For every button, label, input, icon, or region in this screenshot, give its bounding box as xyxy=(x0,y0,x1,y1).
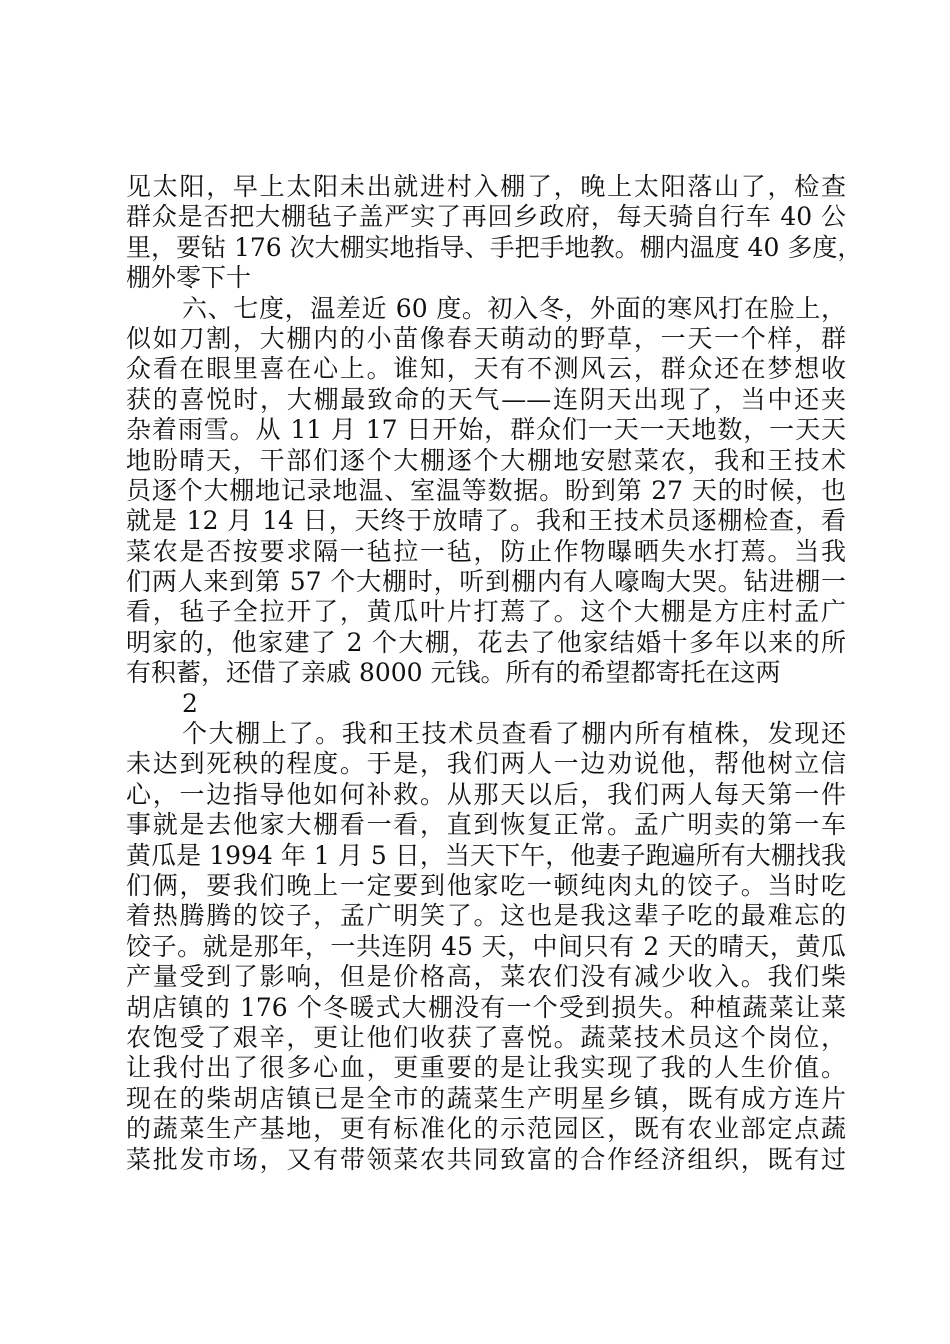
text-line: 菜批发市场，又有带领菜农共同致富的合作经济组织，既有过 xyxy=(126,1144,846,1174)
text-line: 菜农是否按要求隔一毡拉一毡，防止作物曝晒失水打蔫。当我 xyxy=(126,536,846,566)
text-line: 看，毡子全拉开了，黄瓜叶片打蔫了。这个大棚是方庄村孟广 xyxy=(126,597,846,627)
text-line: 产量受到了影响，但是价格高，菜农们没有减少收入。我们柴 xyxy=(126,962,846,992)
text-line: 心，一边指导他如何补救。从那天以后，我们两人每天第一件 xyxy=(126,779,846,809)
text-line: 们两人来到第 57 个大棚时，听到棚内有人嚎啕大哭。钻进棚一 xyxy=(126,567,846,597)
text-line: 员逐个大棚地记录地温、室温等数据。盼到第 27 天的时候，也 xyxy=(126,475,846,505)
body-text xyxy=(126,172,863,1175)
text-line: 见太阳，早上太阳未出就进村入棚了，晚上太阳落山了，检查 xyxy=(126,172,846,201)
text-line: 似如刀割，大棚内的小苗像春天萌动的野草，一天一个样，群 xyxy=(126,323,846,353)
text-line: 农饱受了艰辛，更让他们收获了喜悦。蔬菜技术员这个岗位， xyxy=(126,1022,846,1052)
text-line: 胡店镇的 176 个冬暖式大棚没有一个受到损失。种植蔬菜让菜 xyxy=(126,992,846,1022)
text-line: 杂着雨雪。从 11 月 17 日开始，群众们一天一天地数，一天天 xyxy=(126,415,846,445)
text-line: 明家的，他家建了 2 个大棚，花去了他家结婚十多年以来的所 xyxy=(126,627,846,657)
text-line: 的蔬菜生产基地，更有标准化的示范园区，既有农业部定点蔬 xyxy=(126,1114,846,1144)
text-line: 饺子。就是那年，一共连阴 45 天，中间只有 2 天的晴天，黄瓜 xyxy=(126,931,846,961)
text-line: 六、七度，温差近 60 度。初入冬，外面的寒风打在脸上， xyxy=(182,293,846,323)
text-line: 着热腾腾的饺子，孟广明笑了。这也是我这辈子吃的最难忘的 xyxy=(126,901,846,931)
text-line: 里，要钻 176 次大棚实地指导、手把手地教。棚内温度 40 多度， xyxy=(126,232,863,262)
text-line: 有积蓄，还借了亲戚 8000 元钱。所有的希望都寄托在这两 xyxy=(126,658,781,688)
text-line: 棚外零下十 xyxy=(126,263,252,293)
text-line: 众看在眼里喜在心上。谁知，天有不测风云，群众还在梦想收 xyxy=(126,354,846,384)
page-number: 2 xyxy=(182,688,198,718)
text-line: 个大棚上了。我和王技术员查看了棚内所有植株，发现还 xyxy=(182,719,846,749)
text-line: 黄瓜是 1994 年 1 月 5 日，当天下午，他妻子跑遍所有大棚找我 xyxy=(126,840,846,870)
text-line: 事就是去他家大棚看一看，直到恢复正常。孟广明卖的第一车 xyxy=(126,810,846,840)
text-line: 地盼晴天，干部们逐个大棚逐个大棚地安慰菜农，我和王技术 xyxy=(126,445,846,475)
text-line: 让我付出了很多心血，更重要的是让我实现了我的人生价值。 xyxy=(126,1053,846,1083)
text-line: 现在的柴胡店镇已是全市的蔬菜生产明星乡镇，既有成方连片 xyxy=(126,1083,846,1113)
text-line: 群众是否把大棚毡子盖严实了再回乡政府，每天骑自行车 40 公 xyxy=(126,202,846,232)
text-line: 获的喜悦时，大棚最致命的天气——连阴天出现了，当中还夹 xyxy=(126,384,846,414)
text-line: 们俩，要我们晚上一定要到他家吃一顿纯肉丸的饺子。当时吃 xyxy=(126,870,846,900)
text-line: 就是 12 月 14 日，天终于放晴了。我和王技术员逐棚检查，看 xyxy=(126,506,846,536)
text-line: 未达到死秧的程度。于是，我们两人一边劝说他，帮他树立信 xyxy=(126,749,846,779)
